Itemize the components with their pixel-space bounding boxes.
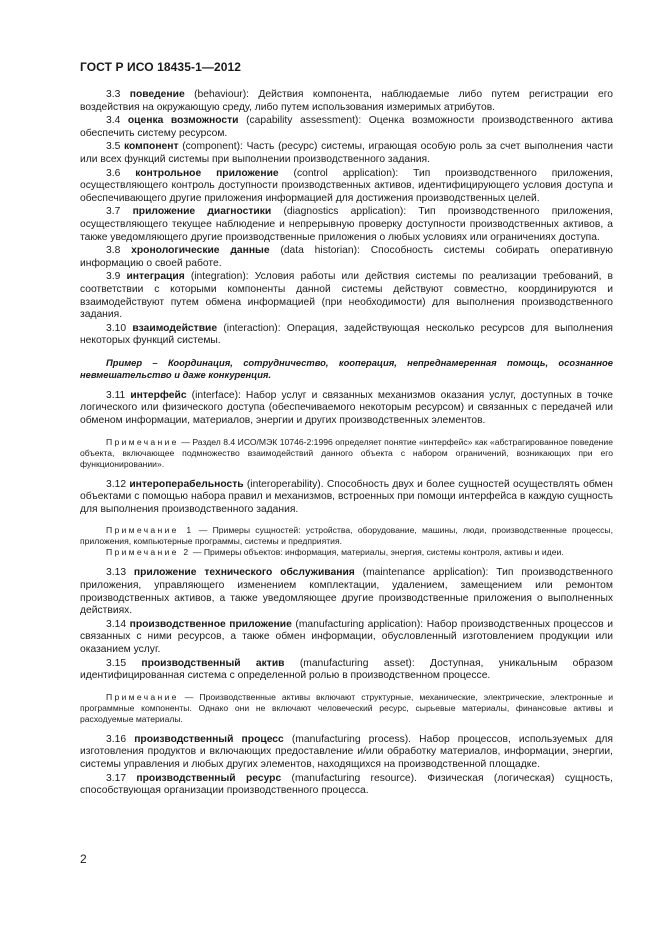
note-label: Примечание (106, 436, 179, 447)
note-label: Примечание 1 (106, 525, 194, 536)
definition-term: приложение диагностики (132, 206, 272, 218)
definition-term: интеграция (126, 271, 185, 283)
definition-term: интероперабельность (129, 478, 244, 490)
definition-3-16 (80, 734, 613, 772)
note-label: Примечание (106, 691, 179, 702)
note-3-15 (80, 692, 613, 725)
definition-text: (manufacturing resource). Физическая (логическая) сущность, способствующая организации производственного процесса. (80, 772, 614, 797)
note-label: Примечание 2 (106, 547, 191, 558)
definition-text: (component): Часть (ресурс) системы, играющая особую роль за счет выполнения части или всех функций системы при выполнении производственного задания. (80, 141, 613, 165)
definition-3-7 (80, 206, 613, 244)
page-header: ГОСТ Р ИСО 18435-1—2012 (80, 60, 242, 74)
definition-3-15 (80, 658, 613, 683)
definition-number: 3.4 (106, 115, 121, 127)
definition-term: производственное приложение (129, 618, 292, 630)
definition-number: 3.14 (106, 618, 127, 630)
definition-term: интерфейс (130, 389, 187, 401)
definition-3-12 (80, 479, 613, 517)
definition-number: 3.12 (106, 478, 127, 490)
definition-text: (control application): Тип производственного приложения, осуществляющего контроль доступности производственных активов, идентифицирующего условия доступа и обеспечивающего другие приложения информацией для достижения производственных целей. (80, 167, 613, 204)
definition-text: (manufacturing process). Набор процессов, используемых для изготовления продуктов и включающих предоставление и/или обработку материалов, информации, энергии, системы управления и любых других элементов, находящихся на производственной площадке. (80, 733, 613, 770)
definition-number: 3.7 (106, 206, 121, 218)
definition-number: 3.16 (106, 733, 127, 745)
definition-term: производственный ресурс (136, 772, 282, 784)
definition-3-14 (80, 619, 613, 657)
definition-number: 3.6 (106, 167, 121, 179)
definition-text: (behaviour): Действия компонента, наблюдаемые либо путем регистрации его воздействия на окружающую среду, либо путем использования измеримых атрибутов. (80, 89, 613, 113)
definition-number: 3.8 (106, 245, 121, 257)
definition-3-8 (80, 245, 613, 270)
page-content (80, 89, 613, 799)
definition-text: (integration): Условия работы или действия системы по реализации требований, в соответствии с которыми компоненты данной системы действуют совместно, координируются и взаимодействуют путем обмена информацией (при необходимости) для выполнения производственного задания. (80, 271, 613, 321)
note-3-12-1 (80, 525, 613, 547)
definition-number: 3.5 (106, 141, 121, 153)
definition-3-17 (80, 773, 613, 798)
definition-number: 3.13 (106, 567, 127, 579)
note-text: — Производственные активы включают структурные, механические, электрические, электронные и программные компоненты. Однако они не включают человеческий ресурс, сырьевые материалы, финансовые активы и расходуемые материалы. (80, 691, 613, 724)
definition-text: (interaction): Операция, задействующая несколько ресурсов для выполнения некоторых функций системы. (80, 322, 613, 347)
definition-number: 3.15 (106, 657, 127, 669)
definition-text: (interface): Набор услуг и связанных механизмов оказания услуг, доступных в точке логического или физического доступа (обеспечиваемого некоторым ресурсом) и связанных с передачей или обменом информации, материалов, энергии и других производственных элементов. (80, 389, 613, 427)
definition-3-5 (80, 141, 613, 166)
definition-number: 3.17 (106, 772, 127, 784)
definition-number: 3.10 (106, 322, 127, 334)
definition-term: оценка возможности (127, 115, 239, 127)
definition-text: (diagnostics application): Тип производственного приложения, осуществляющего текущее наблюдение и непрерывную проверку доступности производственных активов, а также уведомляющего другие производственные приложения о любых условиях или ограничениях доступа. (80, 206, 613, 243)
definition-text: (maintenance application): Тип производственного приложения, управляющего изменением комплектации, удалением, замещением или ремонтом производственных активов, а также уведомляющее другие производственные приложения о выполненных действиях. (80, 567, 613, 617)
note-text: — Раздел 8.4 ИСО/МЭК 10746-2:1996 определяет понятие «интерфейс» как «абстрагированное поведение объекта, включающее подмножество взаимодействий данного объекта с набором ограничений, возникающих при его функционировании». (80, 436, 613, 469)
definition-term: приложение технического обслуживания (133, 567, 355, 579)
definition-3-4 (80, 115, 613, 140)
definition-term: компонент (124, 141, 179, 153)
definition-3-13 (80, 567, 613, 617)
definition-3-3 (80, 89, 613, 114)
definition-term: контрольное приложение (135, 167, 279, 179)
definition-text: (manufacturing asset): Доступная, уникальным образом идентифицированная система с определенной ролью в производственном процессе. (80, 657, 613, 682)
note-3-11 (80, 437, 613, 470)
definition-term: взаимодействие (132, 322, 218, 334)
definition-3-11 (80, 390, 613, 428)
definition-text: (interoperability). Способность двух и более сущностей осуществлять обмен объектами с помощью набора правил и механизмов, встроенных при помощи интерфейса в каждую сущность для выполнения производственного задания. (80, 478, 613, 515)
definition-term: производственный актив (141, 657, 285, 669)
definition-3-10 (80, 323, 613, 348)
definition-term: поведение (129, 89, 185, 100)
definition-number: 3.11 (106, 389, 126, 401)
definition-term: хронологические данные (131, 245, 270, 257)
definition-number: 3.9 (106, 271, 121, 283)
example-3-10: Пример – Координация, сотрудничество, кооперация, непреднамеренная помощь, осознанное невмешательство и даже конкуренция. (80, 356, 613, 380)
definition-text: (capability assessment): Оценка возможности производственного актива обеспечить систему ресурсом. (80, 115, 613, 139)
definition-text: (manufacturing application): Набор производственных процессов и связанных с ними ресурсов, а также обмен информации, обусловленный изготовлением продукции или оказанием услуг. (80, 618, 613, 655)
note-text: — Примеры сущностей: устройства, оборудование, машины, люди, производственные процессы, приложения, компьютерные программы, системы и предприятия. (80, 525, 614, 547)
definition-3-6 (80, 168, 613, 206)
definition-number: 3.3 (106, 89, 121, 100)
definition-text: (data historian): Способность системы собирать оперативную информацию о своей работе. (80, 245, 613, 269)
note-text: — Примеры объектов: информация, материалы, энергия, системы контроля, активы и идеи. (190, 547, 564, 558)
definition-term: производственный процесс (134, 733, 284, 745)
definition-3-9 (80, 271, 613, 321)
note-3-12-2 (80, 547, 613, 558)
page-number: 2 (80, 852, 87, 866)
